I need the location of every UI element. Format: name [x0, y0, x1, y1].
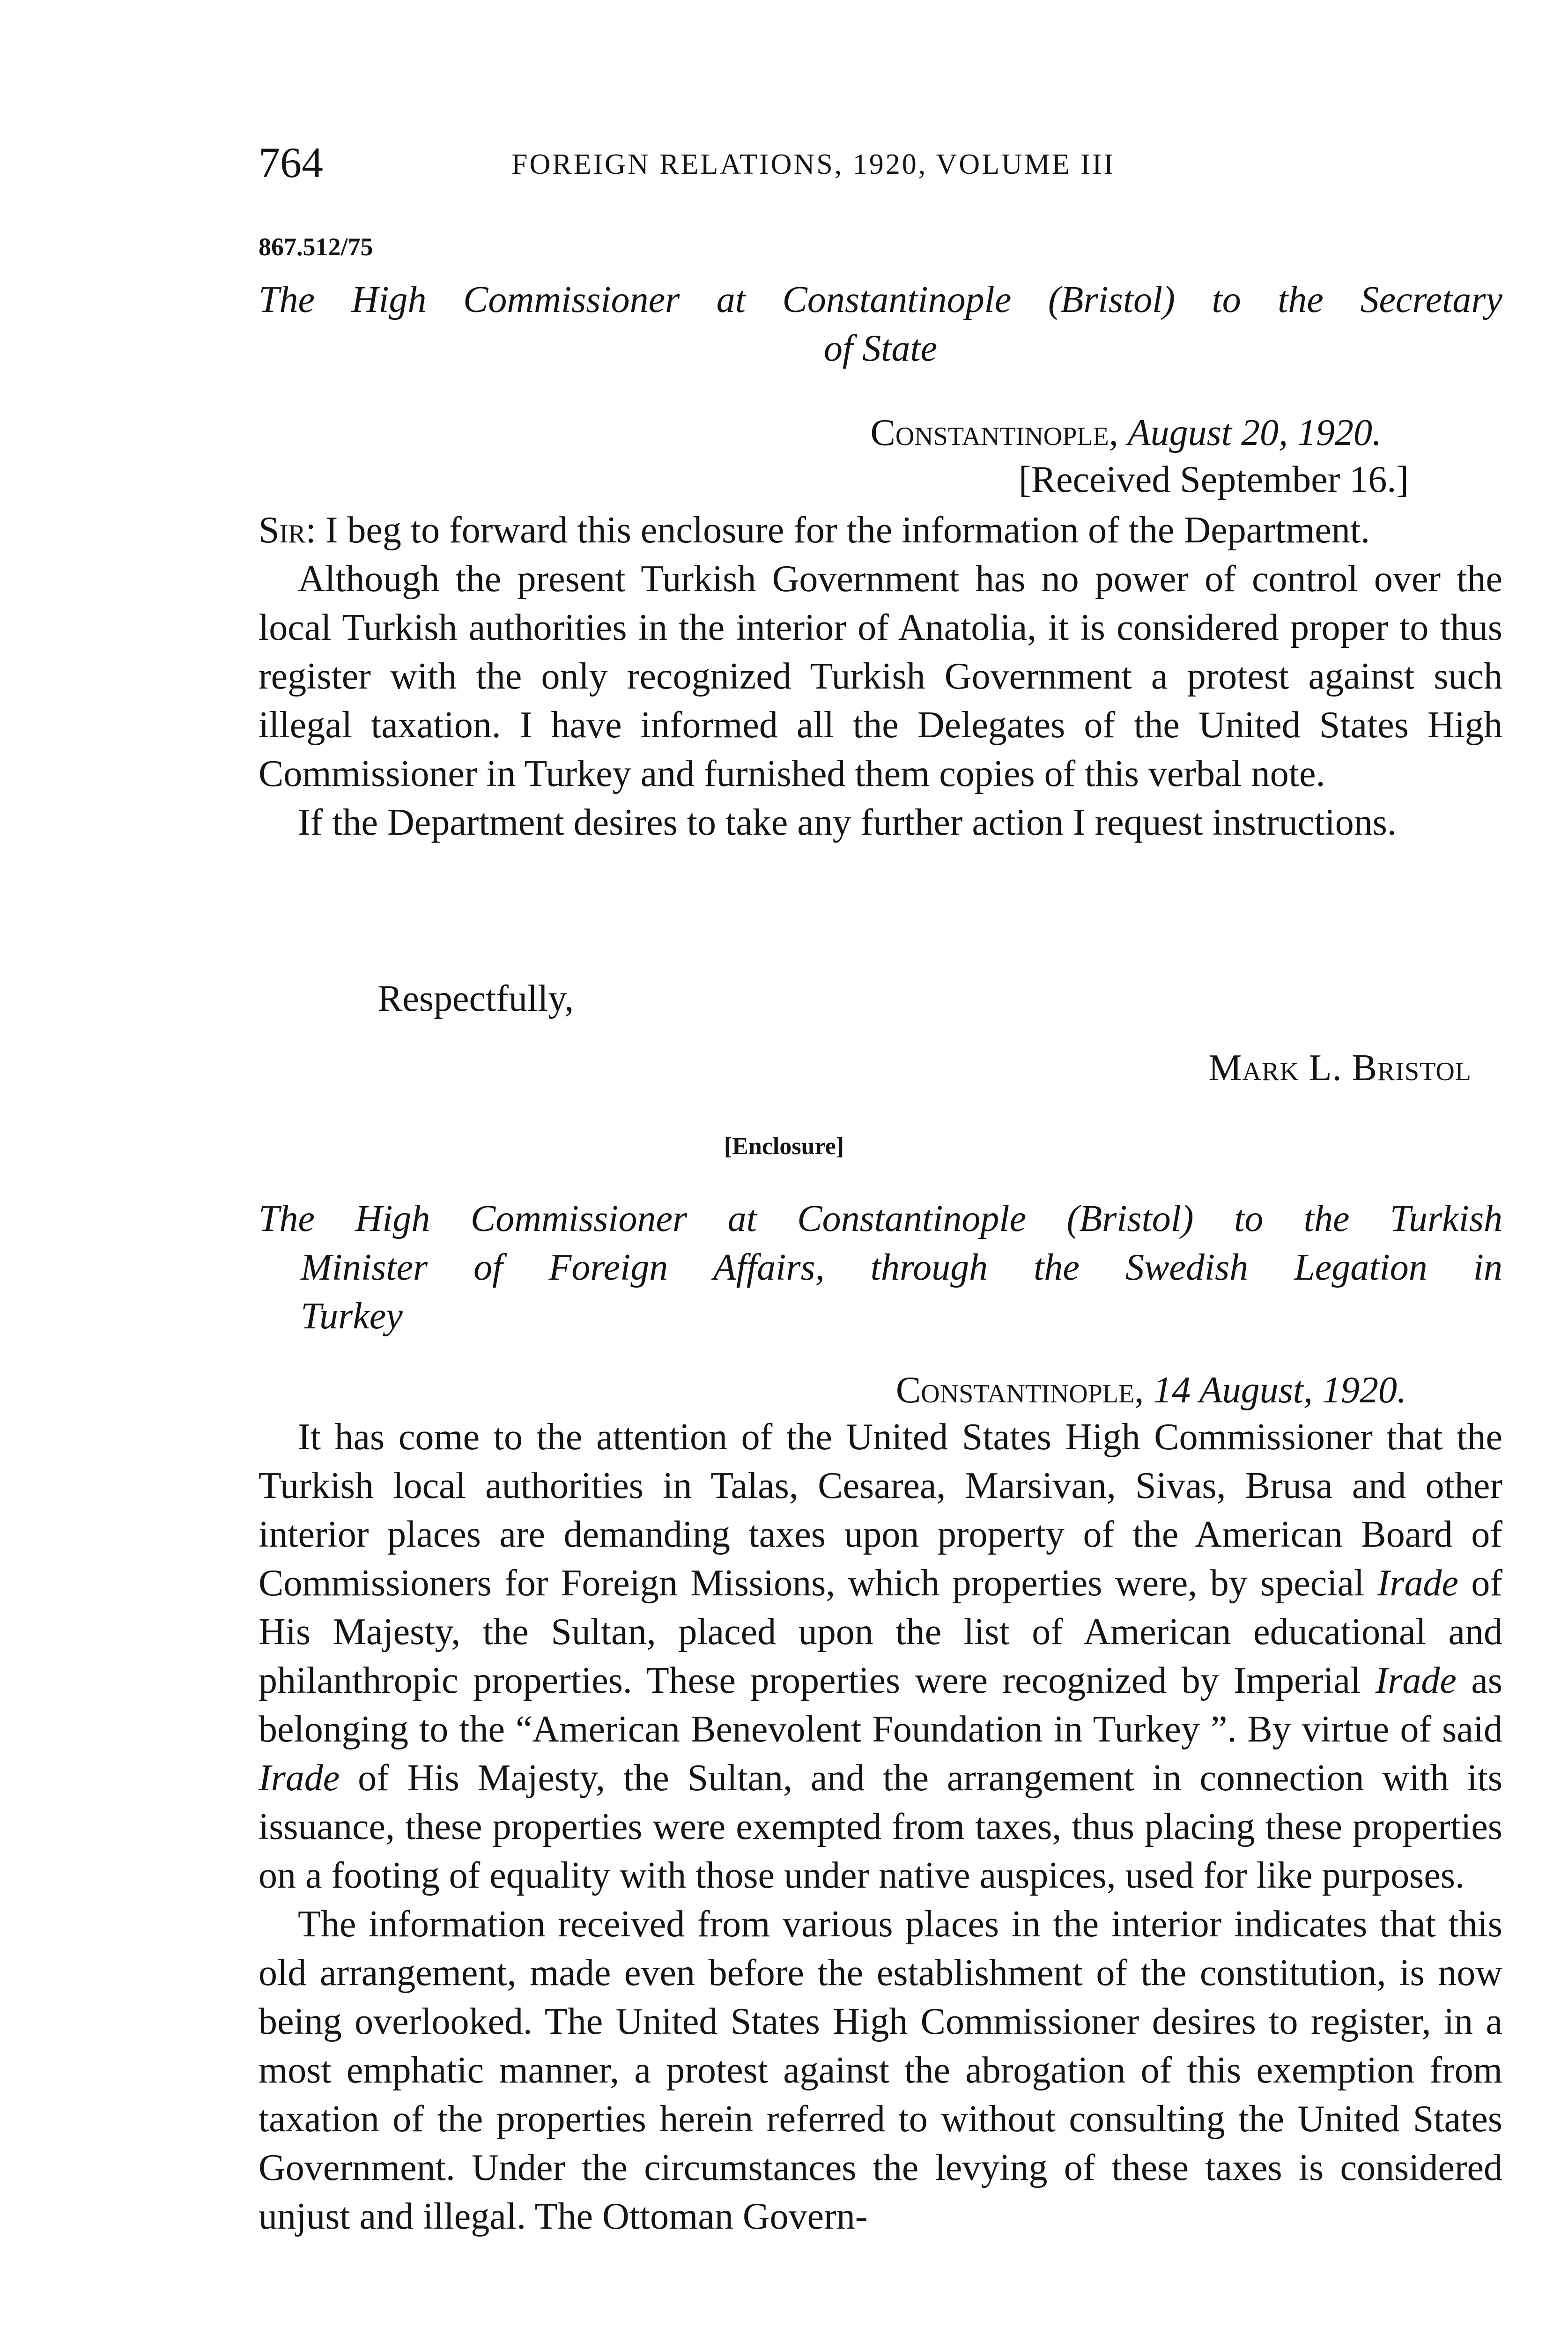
- enclosure-dateline-place: Constantinople,: [895, 1370, 1144, 1411]
- letter-dateline: [870, 408, 1382, 457]
- enclosure-label: [Enclosure]: [724, 1133, 844, 1160]
- signature: Mark L. Bristol: [1208, 1047, 1472, 1089]
- enclosure-body: [259, 1413, 1502, 2241]
- paragraph-text: I beg to forward this enclosure for the information of the Department.: [325, 510, 1370, 551]
- enclosure-dateline: [896, 1366, 1406, 1415]
- enclosure-paragraph-2: The information received from various places in the interior indicates that this old arrangement, made even before the establishment of the constitution, is now being overlooked. The United States High Commissioner desires to register, in a most emphatic manner, a protest against the abrogation of this exemption from taxation of the properties herein referred to without consulting the United States Government. Under the circumstances the levying of these taxes is considered unjust and illegal. The Ottoman Govern-: [259, 1904, 1502, 2237]
- closing: Respectfully,: [377, 978, 574, 1019]
- letter-paragraph-1: [259, 506, 1502, 555]
- enclosure-title-line-2: Minister of Foreign Affairs, through the Swedish Legation in: [301, 1247, 1502, 1288]
- letter-title: [259, 275, 1502, 373]
- paragraph-text: of His Majesty, the Sultan, and the arrangement in connection with its issuance, these properties were exempted from taxes, thus placing these properties on a footing of equality with those under native auspices, used for like purposes.: [259, 1757, 1503, 1896]
- received-note: [Received September 16.]: [1018, 459, 1409, 500]
- running-head: FOREIGN RELATIONS, 1920, VOLUME III: [511, 148, 1116, 180]
- irade-term: Irade: [1375, 1660, 1457, 1701]
- letter-body: [259, 506, 1502, 847]
- file-number: 867.512/75: [259, 233, 373, 261]
- salutation: Sir:: [259, 510, 316, 551]
- irade-term: Irade: [259, 1757, 340, 1799]
- letter-paragraph-2: Although the present Turkish Government has no power of control over the local Turkish authorities in the interior of Anatolia, it is considered proper to thus register with the only recognized Turkish Government a protest against such illegal taxation. I have informed all the Delegates of the United States High Commissioner in Turkey and furnished them copies of this verbal note.: [259, 558, 1502, 794]
- page-number: 764: [259, 139, 323, 186]
- paragraph-text: of His Majesty, the Sultan, placed upon the list of American educational and philanthropic properties. These properties were recognized by Imperial: [259, 1563, 1503, 1701]
- letter-title-line-1: The High Commissioner at Constantinople (Bristol) to the Secretary: [259, 279, 1502, 320]
- enclosure-title-line-3: Turkey: [301, 1296, 403, 1337]
- dateline-date: August 20, 1920.: [1127, 412, 1382, 453]
- irade-term: Irade: [1377, 1563, 1458, 1604]
- page-header: [259, 137, 1504, 193]
- paragraph-text: as belonging to the “American Benevolent Foundation in Turkey ”. By virtue of said: [259, 1660, 1503, 1750]
- enclosure-title: [259, 1194, 1502, 1341]
- enclosure-dateline-date: 14 August, 1920.: [1153, 1370, 1406, 1411]
- paragraph-text: It has come to the attention of the United States High Commissioner that the Turkish local authorities in Talas, Cesarea, Marsivan, Sivas, Brusa and other interior places are demanding taxes upon property of the American Board of Commissioners for Foreign Missions, which properties were, by special: [259, 1416, 1502, 1604]
- dateline-place: Constantinople,: [870, 412, 1118, 453]
- enclosure-title-line-1: The High Commissioner at Constantinople (Bristol) to the Turkish: [259, 1198, 1502, 1239]
- letter-paragraph-3: If the Department desires to take any further action I request instructions.: [298, 802, 1397, 843]
- enclosure-paragraph-1: [259, 1413, 1502, 1900]
- letter-title-line-2: of State: [823, 328, 938, 369]
